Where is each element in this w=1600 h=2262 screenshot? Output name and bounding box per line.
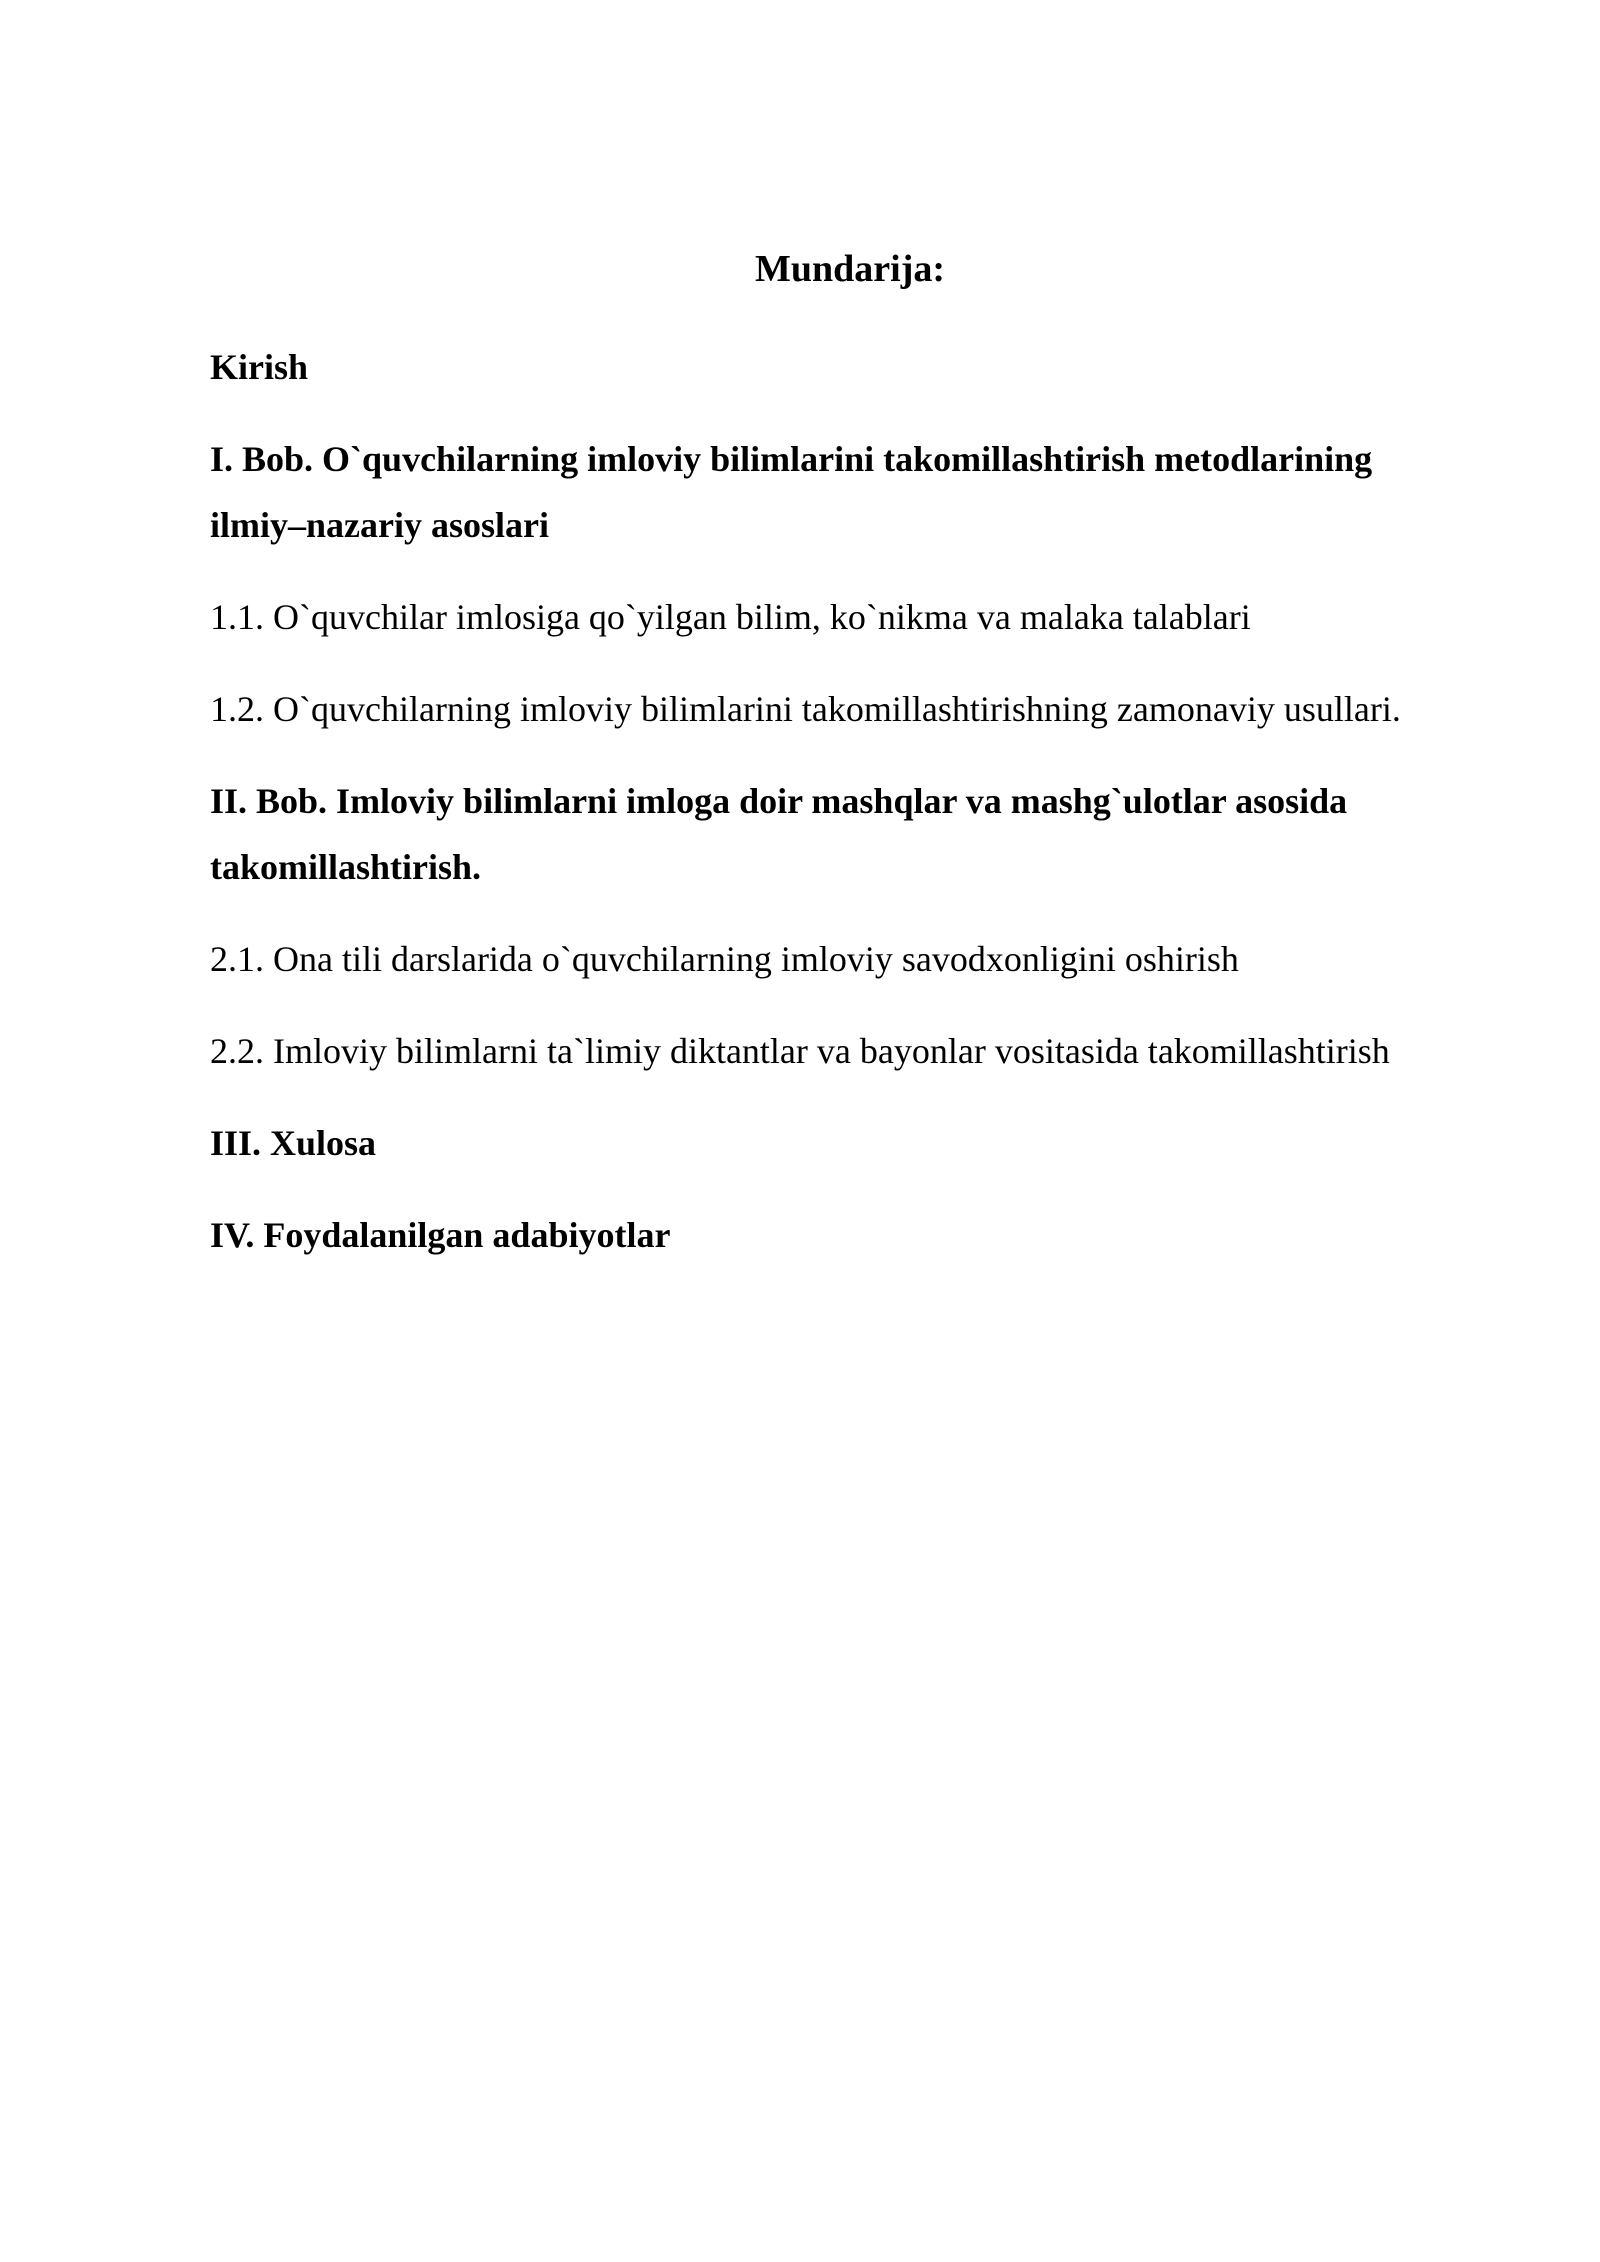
toc-line: 1.1. O`quvchilar imlosiga qo`yilgan bilim, ko`nikma va malaka talablari	[210, 597, 1251, 637]
toc-item-chapter-4	[210, 1202, 1490, 1268]
toc-item-chapter-3	[210, 1110, 1490, 1176]
toc-line: I. Bob. O`quvchilarning imloviy bilimlarini takomillashtirish metodlarining	[210, 439, 1373, 479]
toc-line: takomillashtirish.	[210, 847, 482, 887]
toc-line: IV. Foydalanilgan adabiyotlar	[210, 1215, 671, 1255]
toc-item-chapter-2	[210, 768, 1490, 900]
toc-line: II. Bob. Imloviy bilimlarni imloga doir mashqlar va mashg`ulotlar asosida	[210, 781, 1348, 821]
toc-item-section-2-2	[210, 1018, 1490, 1084]
toc-item-section-1-1	[210, 584, 1490, 650]
page-title: Mundarija:	[755, 248, 945, 290]
toc-item-section-2-1	[210, 926, 1490, 992]
toc-line: III. Xulosa	[210, 1123, 377, 1163]
toc-line: 2.2. Imloviy bilimlarni ta`limiy diktantlar va bayonlar vositasida takomillashtirish	[210, 1031, 1390, 1071]
toc-line: 2.1. Ona tili darslarida o`quvchilarning imloviy savodxonligini oshirish	[210, 939, 1239, 979]
toc-line: ilmiy–nazariy asoslari	[210, 505, 549, 545]
toc-line: 1.2. O`quvchilarning imloviy bilimlarini takomillashtirishning zamonaviy usullari.	[210, 689, 1401, 729]
toc-item-section-1-2	[210, 676, 1490, 742]
table-of-contents	[210, 334, 1490, 1268]
toc-line: Kirish	[210, 347, 309, 387]
toc-item-kirish	[210, 334, 1490, 400]
toc-item-chapter-1	[210, 426, 1490, 558]
